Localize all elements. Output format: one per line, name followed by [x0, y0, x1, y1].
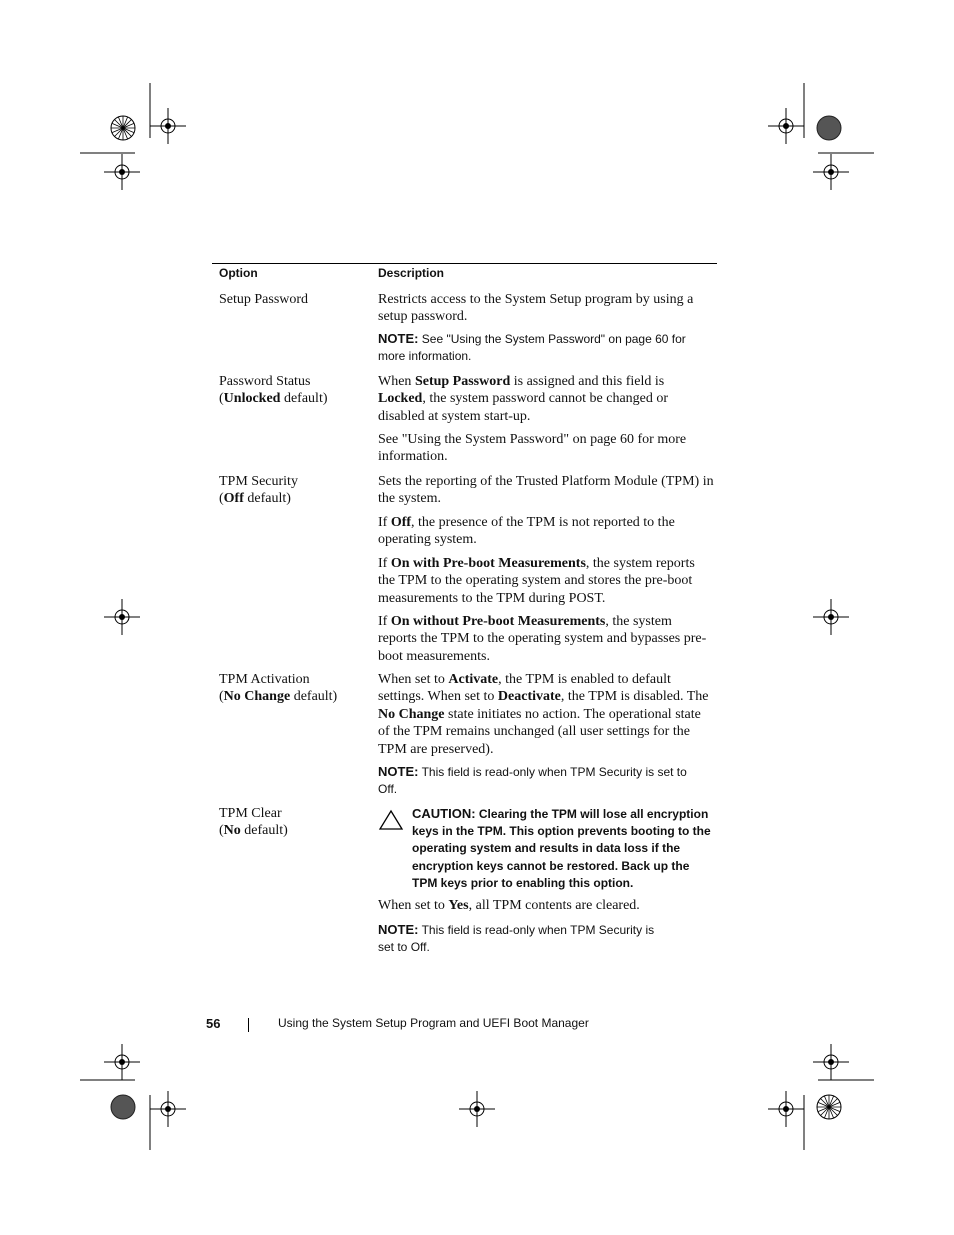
option-setup-password: Setup Password: [219, 292, 309, 307]
desc-tpm-clear: [378, 897, 714, 914]
option-default-suffix: default): [283, 391, 328, 407]
desc-setup-password: Restricts access to the System Setup program by using a setup password.: [378, 292, 694, 325]
option-default-suffix: default): [247, 491, 291, 507]
note-text: See "Using the System Password" on page 60 for more information.: [378, 332, 686, 364]
option-name: TPM Security: [219, 474, 298, 489]
footer-separator: [248, 1018, 249, 1032]
note-text: TPM Security: [570, 765, 643, 779]
note-text: .: [393, 782, 398, 797]
option-name: TPM Activation: [219, 672, 310, 687]
caution-triangle-icon: [378, 809, 404, 831]
text: , the TPM is disabled. The: [560, 689, 709, 705]
desc-tpm-security-3: [378, 555, 714, 607]
bold-text: Off: [390, 515, 412, 530]
text: , the system reports the TPM to the operating system and stores the pre-boot measurements to the TPM during POST.: [378, 556, 695, 606]
option-default-value: No: [223, 823, 241, 839]
text: If: [378, 515, 391, 530]
bold-text: On with Pre-boot Measurements: [390, 556, 586, 571]
note-label: NOTE:: [378, 922, 419, 937]
option-default-value: Off: [223, 491, 244, 507]
note-text: Off: [410, 940, 427, 955]
note-label: NOTE:: [378, 331, 419, 346]
bold-text: Yes: [448, 898, 469, 913]
option-default-suffix: default): [244, 823, 288, 839]
note-setup-password: [378, 330, 714, 366]
note-tpm-activation: [378, 763, 696, 799]
text: When set to: [378, 898, 449, 913]
text: If: [378, 614, 391, 629]
desc-tpm-security-2: [378, 514, 714, 549]
caution-text: Clearing the TPM will lose all encryption keys in the TPM. This option prevents booting to the operating system and results in data loss if the encryption keys cannot be restored. Back up the TPM keys prior to enabling this option.: [412, 807, 711, 890]
desc-password-status-2: See "Using the System Password" on page 60 for more information.: [378, 432, 687, 465]
desc-tpm-activation: [378, 671, 714, 758]
note-text: TPM Security: [570, 923, 643, 937]
option-tpm-activation: TPM Activation (No Change default): [219, 672, 338, 705]
text: , the presence of the TPM is not reported to the operating system.: [378, 515, 675, 548]
option-default-value: No Change: [223, 689, 291, 705]
note-label: NOTE:: [378, 764, 419, 779]
text: , all TPM contents are cleared.: [468, 898, 640, 913]
note-text: Off: [378, 782, 394, 797]
option-tpm-security: TPM Security (Off default): [219, 474, 298, 507]
option-tpm-clear: TPM Clear (No default): [219, 806, 288, 839]
note-text: This field is read-only when: [421, 765, 571, 779]
text: , the system reports the TPM to the operating system and bypasses pre-boot measurements.: [378, 614, 707, 664]
option-default-value: Unlocked: [223, 391, 281, 407]
bold-text: On without Pre-boot Measurements: [390, 614, 606, 629]
bold-text: No Change: [378, 706, 445, 722]
desc-tpm-security-4: [378, 613, 714, 665]
note-tpm-clear: [378, 921, 663, 957]
note-text: is set to: [378, 923, 655, 955]
option-name: Password Status: [219, 374, 311, 389]
bold-text: Setup Password: [414, 374, 511, 389]
text: When: [378, 374, 415, 389]
option-password-status: Password Status (Unlocked default): [219, 374, 328, 407]
desc-tpm-security-1: Sets the reporting of the Trusted Platform Module (TPM) in the system.: [378, 474, 714, 507]
caution-label: CAUTION:: [412, 806, 476, 821]
caution-tpm-clear: [412, 805, 718, 892]
footer-title: Using the System Setup Program and UEFI Boot Manager: [278, 1016, 589, 1030]
column-header-option: Option: [219, 266, 258, 280]
note-text: This field is read-only when: [421, 923, 571, 937]
text: , the TPM is enabled to default settings. When set to: [378, 672, 671, 705]
option-name: TPM Clear: [219, 806, 282, 821]
option-default-suffix: default): [293, 689, 338, 705]
bold-text: Locked: [378, 391, 423, 407]
bold-text: Activate: [448, 672, 499, 687]
page-number: 56: [206, 1016, 221, 1031]
text: When set to: [378, 672, 449, 687]
text: If: [378, 556, 391, 571]
text: is assigned and this field is: [510, 374, 665, 389]
desc-password-status: [378, 373, 714, 425]
bold-text: Deactivate: [497, 689, 561, 705]
column-header-description: Description: [378, 266, 445, 280]
note-text: .: [426, 940, 430, 955]
table-header-rule: [212, 263, 717, 264]
text: state initiates no action. The operational state of the TPM remains unchanged (all user settings for the TPM are preserved).: [378, 706, 701, 757]
text: , the system password cannot be changed or disabled at system start-up.: [378, 391, 669, 424]
note-text: is set to: [642, 765, 687, 779]
